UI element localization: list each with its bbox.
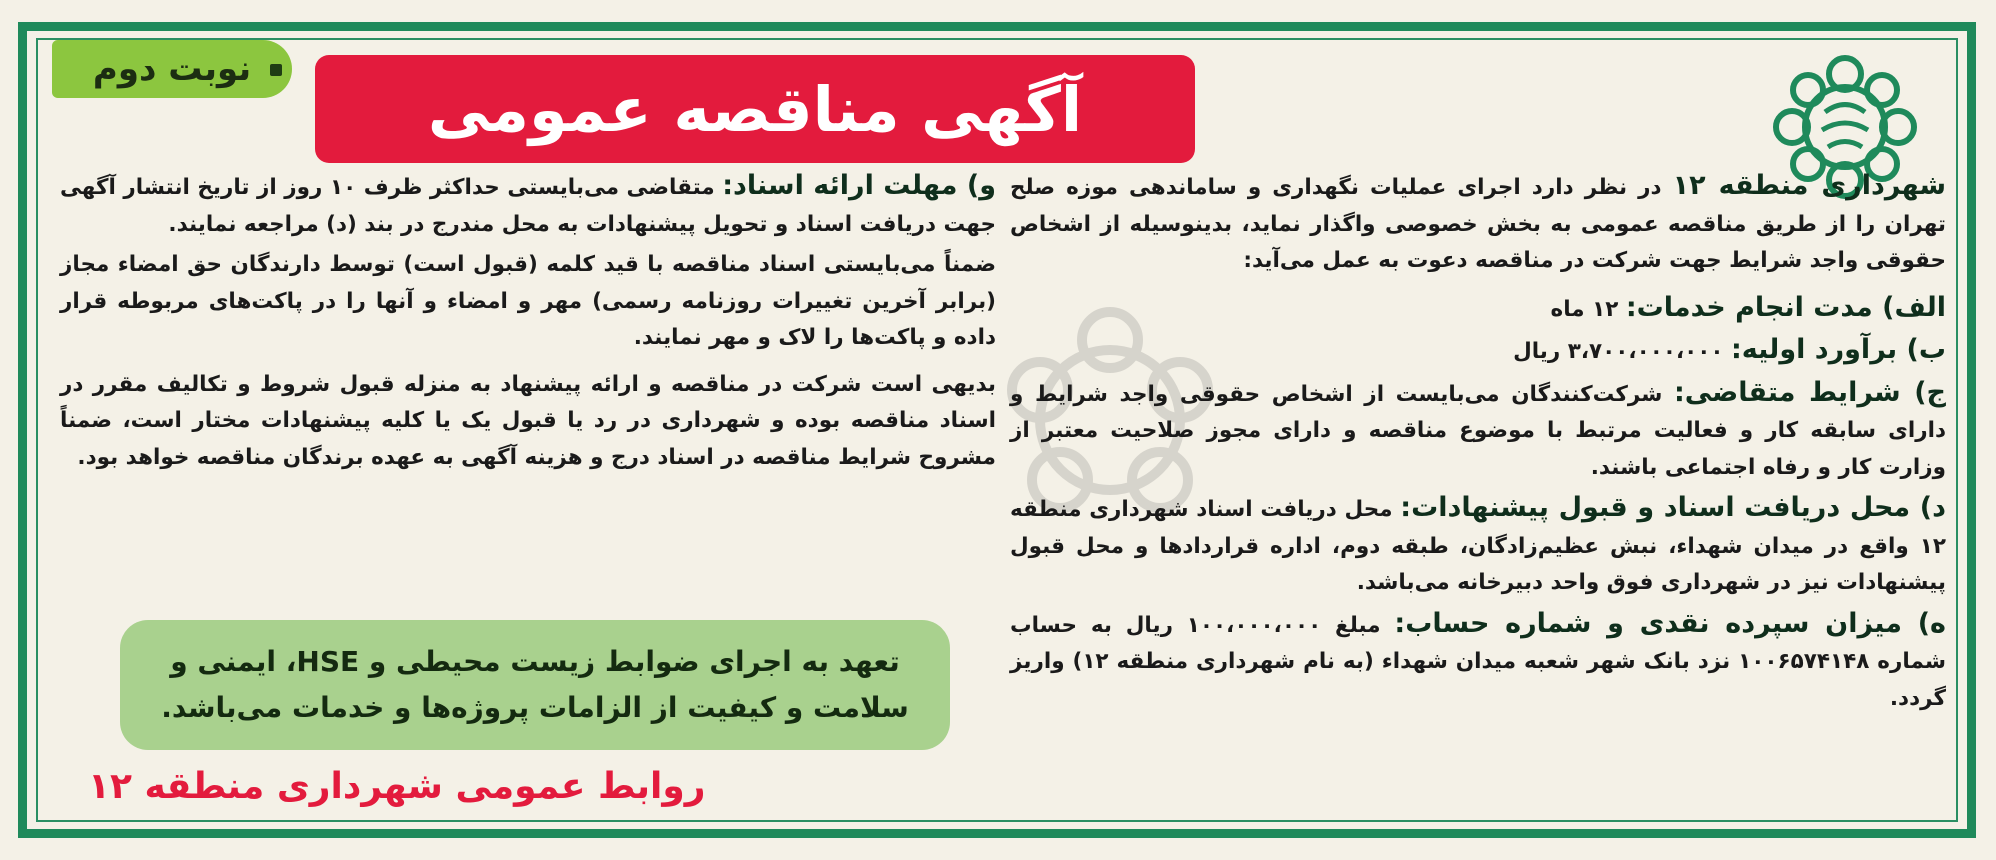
public-relations-signature: روابط عمومی شهرداری منطقه ۱۲ bbox=[88, 766, 706, 807]
section-he-text: مبلغ ۱۰۰،۰۰۰،۰۰۰ ریال به حساب شماره ۱۰۰۶۵۷۴۱۴۸ نزد بانک شهر شعبه میدان شهداء (به نام شهرداری منطقه ۱۲) واریز گردد. bbox=[1010, 612, 1947, 711]
section-alef-text: ۱۲ ماه bbox=[1550, 296, 1626, 322]
section-be bbox=[1010, 332, 1946, 371]
badge-dot bbox=[270, 64, 282, 76]
round-badge bbox=[52, 40, 292, 98]
terms-paragraph: بدیهی است شرکت در مناقصه و ارائه پیشنهاد به منزله قبول شروط و تکالیف مقرر در اسناد مناقصه بوده و شهرداری در رد یا قبول یک یا کلیه پیشنهادات مختار است، ضمناً مشروح شرایط مناقصه در اسناد درج و هزینه آگهی به عهده برندگان مناقصه خواهد بود. bbox=[60, 371, 996, 470]
footer-signature bbox=[88, 766, 788, 818]
section-dal bbox=[1010, 490, 1946, 602]
organization-name: شهرداری منطقه ۱۲ bbox=[1672, 170, 1946, 201]
page-title: آگهی مناقصه عمومی bbox=[427, 72, 1083, 146]
right-column bbox=[1010, 168, 1946, 721]
section-be-text: ۳،۷۰۰،۰۰۰،۰۰۰ ریال bbox=[1513, 339, 1731, 364]
section-be-heading: ب) برآورد اولیه: bbox=[1730, 334, 1946, 365]
title-banner bbox=[315, 55, 1195, 163]
section-alef bbox=[1010, 290, 1946, 329]
intro-text: در نظر دارد اجرای عملیات نگهداری و ساماندهی موزه صلح تهران را از طریق مناقصه عمومی به بخش خصوصی واگذار نماید، بدینوسیله از اشخاص حقوقی واجد شرایط جهت شرکت در مناقصه دعوت به عمل می‌آید: bbox=[1010, 175, 1946, 273]
intro-paragraph bbox=[1010, 168, 1946, 280]
section-vav bbox=[60, 168, 996, 243]
section-dal-text: محل دریافت اسناد شهرداری منطقه ۱۲ واقع در میدان شهداء، نبش عظیم‌زادگان، طبقه دوم، اداره قراردادها و محل قبول پیشنهادات نیز در شهرداری فوق واحد دبیرخانه می‌باشد. bbox=[1010, 497, 1946, 595]
seal-paragraph: ضمناً می‌بایستی اسناد مناقصه با قید کلمه (قبول است) توسط دارندگان حق امضاء مجاز (برابر آخرین تغییرات روزنامه رسمی) مهر و امضاء و آنها را در پاکت‌های مربوطه قرار داده و پاکت‌ها را لاک و مهر نمایند. bbox=[60, 252, 996, 350]
section-he-heading: ه) میزان سپرده نقدی و شماره حساب: bbox=[1394, 607, 1946, 639]
round-label: نوبت دوم bbox=[92, 49, 252, 89]
section-jim bbox=[1010, 375, 1946, 487]
section-alef-heading: الف) مدت انجام خدمات: bbox=[1625, 291, 1946, 323]
section-jim-heading: ج) شرایط متقاضی: bbox=[1673, 376, 1946, 408]
hse-text: تعهد به اجرای ضوابط زیست محیطی و HSE، ایمنی و سلامت و کیفیت از الزامات پروژه‌ها و خدمات می‌باشد. bbox=[161, 645, 909, 724]
section-jim-text: شرکت‌کنندگان می‌بایست از اشخاص حقوقی واجد شرایط و دارای سابقه کار و فعالیت مرتبط با موضوع مناقصه و دارای مجوز صلاحیت معتبر از وزارت کار و رفاه اجتماعی باشند. bbox=[1010, 381, 1946, 480]
section-vav-heading: و) مهلت ارائه اسناد: bbox=[722, 170, 996, 201]
section-vav-text: متقاضی می‌بایستی حداکثر ظرف ۱۰ روز از تاریخ انتشار آگهی جهت دریافت اسناد و تحویل پیشنهادات به محل مندرج در بند (د) مراجعه نمایند. bbox=[60, 175, 996, 237]
section-he bbox=[1010, 606, 1946, 718]
hse-notice bbox=[120, 620, 950, 750]
left-column bbox=[60, 168, 996, 480]
section-dal-heading: د) محل دریافت اسناد و قبول پیشنهادات: bbox=[1400, 492, 1946, 523]
